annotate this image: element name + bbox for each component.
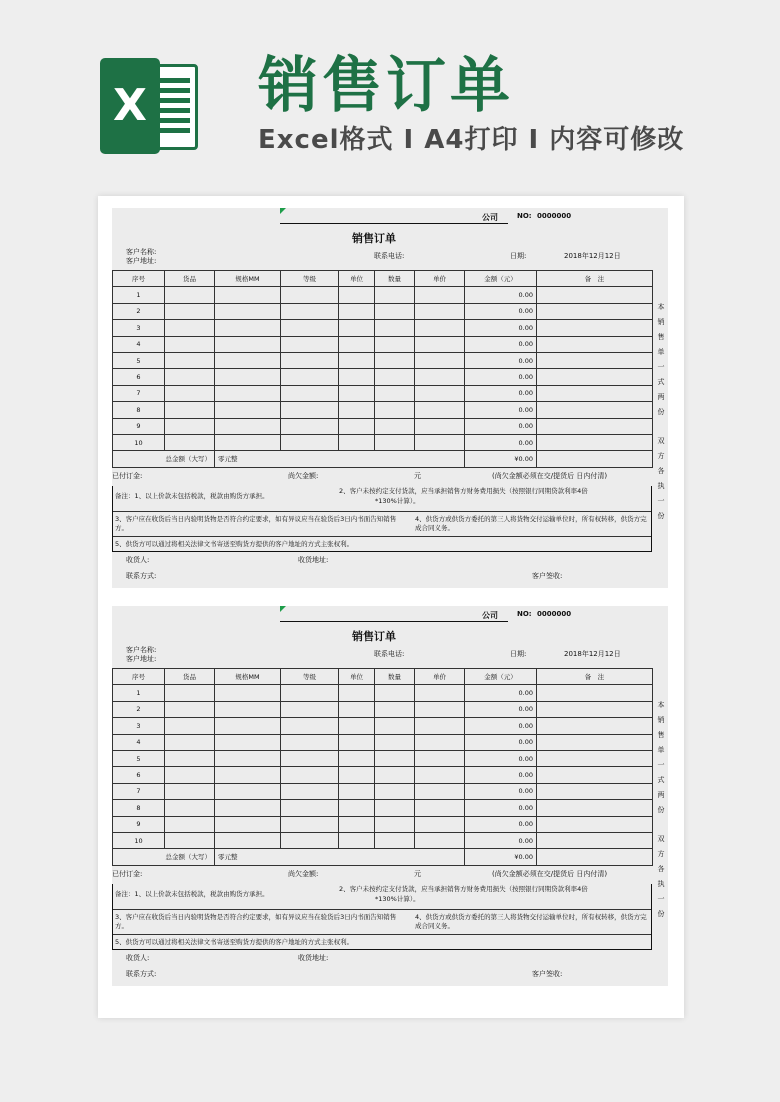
excel-logo-letter: X [100,58,160,154]
excel-logo-icon [100,58,200,154]
table-header-row [113,669,653,685]
table-cell[interactable] [165,287,215,303]
column-header: 单位 [339,271,375,287]
table-row [113,685,653,701]
copies-note: 本销售单一式两份 [657,303,665,416]
term-5: 5、供货方可以通过将相关法律文书寄送至购货方提供的客户地址的方式主张权利。 [115,540,354,548]
customer-signature-label: 客户签收: [532,572,563,580]
table-cell[interactable] [415,385,465,401]
table-cell[interactable] [415,336,465,352]
table-cell[interactable] [375,336,415,352]
table-cell[interactable] [375,718,415,734]
table-cell[interactable] [215,701,281,717]
table-cell[interactable] [375,320,415,336]
table-cell[interactable] [339,369,375,385]
cell-corner-marker [280,606,286,612]
table-cell[interactable] [537,800,653,816]
table-cell[interactable] [537,434,653,450]
contact-phone-label: 联系电话: [374,650,405,658]
table-cell[interactable] [537,320,653,336]
table-cell[interactable] [281,816,339,832]
table-cell[interactable] [537,832,653,848]
table-cell[interactable] [281,685,339,701]
page-title: 销售订单 [258,51,514,121]
receiver-label: 收货人: [126,556,150,564]
table-cell[interactable] [375,352,415,368]
document-paper [98,196,684,1018]
contact-method-label: 联系方式: [126,970,157,978]
column-header: 规格MM [215,271,281,287]
terms-box [112,884,652,950]
company-underline [280,223,508,224]
order-no-value[interactable]: 0000000 [537,610,572,618]
table-cell[interactable] [339,832,375,848]
table-header-row [113,271,653,287]
table-cell[interactable] [537,402,653,418]
table-cell[interactable] [339,767,375,783]
table-cell[interactable] [165,718,215,734]
row-number[interactable]: 1 [113,287,165,303]
column-header: 等级 [281,669,339,685]
table-cell[interactable] [215,385,281,401]
table-cell[interactable] [375,816,415,832]
row-number[interactable]: 6 [113,767,165,783]
table-cell[interactable] [281,767,339,783]
total-row [113,849,653,865]
table-cell[interactable] [537,767,653,783]
term-2-cont: *130%计算）。 [375,895,420,903]
table-cell[interactable] [415,402,465,418]
table-cell[interactable] [415,685,465,701]
table-row [113,816,653,832]
table-cell[interactable] [165,369,215,385]
row-amount[interactable]: 0.00 [465,434,537,450]
table-cell[interactable] [537,783,653,799]
deposit-paid-label: 已付订金: [112,472,143,480]
table-cell[interactable] [415,816,465,832]
table-cell[interactable] [215,685,281,701]
term-1: 备注：1、以上价款未包括税款，税款由购货方承担。 [115,890,269,898]
page-subtitle: Excel格式 I A4打印 I 内容可修改 [258,125,685,155]
row-number[interactable]: 9 [113,816,165,832]
order-no-label: NO: [517,212,532,220]
row-number[interactable]: 9 [113,418,165,434]
total-uppercase[interactable]: 零元整 [215,849,465,865]
table-cell[interactable] [165,800,215,816]
date-value[interactable]: 2018年12月12日 [564,650,621,658]
row-number[interactable]: 7 [113,783,165,799]
receiver-label: 收货人: [126,954,150,962]
table-cell[interactable] [537,287,653,303]
table-cell[interactable] [375,303,415,319]
row-amount[interactable]: 0.00 [465,767,537,783]
column-header: 货品 [165,271,215,287]
sheet-title: 销售订单 [352,630,396,643]
sheet-title: 销售订单 [352,232,396,245]
table-cell[interactable] [165,336,215,352]
terms-divider [113,909,651,910]
table-cell[interactable] [339,734,375,750]
cell-corner-marker [280,208,286,214]
table-cell[interactable] [281,783,339,799]
table-cell[interactable] [375,832,415,848]
table-cell[interactable] [165,685,215,701]
table-cell[interactable] [215,418,281,434]
table-cell[interactable] [375,800,415,816]
table-cell[interactable] [165,734,215,750]
table-cell[interactable] [215,434,281,450]
table-row [113,385,653,401]
table-cell[interactable] [339,418,375,434]
table-cell[interactable] [281,800,339,816]
table-row [113,434,653,450]
table-cell[interactable] [537,718,653,734]
column-header: 规格MM [215,669,281,685]
term-2-cont: *130%计算）。 [375,497,420,505]
table-cell[interactable] [375,402,415,418]
table-cell[interactable] [415,783,465,799]
table-row [113,800,653,816]
row-number[interactable]: 8 [113,800,165,816]
table-cell[interactable] [339,352,375,368]
table-cell[interactable] [281,320,339,336]
table-cell[interactable] [339,287,375,303]
customer-address-label: 客户地址: [126,257,157,265]
table-cell[interactable] [281,385,339,401]
table-cell[interactable] [415,352,465,368]
table-cell[interactable] [415,369,465,385]
row-amount[interactable]: 0.00 [465,701,537,717]
table-cell[interactable] [339,320,375,336]
table-cell[interactable] [375,750,415,766]
order-sheet [112,606,668,986]
row-amount[interactable]: 0.00 [465,287,537,303]
term-2: 2、客户未按约定支付货款，应当承担销售方财务费用损失（按照银行同期贷款利率4倍 [339,885,588,893]
table-row [113,418,653,434]
row-amount[interactable]: 0.00 [465,718,537,734]
row-amount[interactable]: 0.00 [465,800,537,816]
table-cell[interactable] [281,434,339,450]
table-cell[interactable] [215,832,281,848]
table-cell[interactable] [339,718,375,734]
row-amount[interactable]: 0.00 [465,402,537,418]
column-header: 等级 [281,271,339,287]
deposit-paid-label: 已付订金: [112,870,143,878]
table-row [113,369,653,385]
table-cell[interactable] [215,734,281,750]
table-row [113,336,653,352]
term-5: 5、供货方可以通过将相关法律文书寄送至购货方提供的客户地址的方式主张权利。 [115,938,354,946]
amount-owed-label: 尚欠金额: [288,870,319,878]
table-row [113,352,653,368]
table-cell[interactable] [165,816,215,832]
term-1: 备注：1、以上价款未包括税款，税款由购货方承担。 [115,492,269,500]
row-number[interactable]: 7 [113,385,165,401]
copies-each-note: 双方各执一份 [657,437,665,520]
table-cell[interactable] [339,402,375,418]
copies-each-note: 双方各执一份 [657,835,665,918]
total-remark-cell[interactable] [537,451,653,467]
row-amount[interactable]: 0.00 [465,750,537,766]
table-cell[interactable] [281,336,339,352]
yuan-label: 元 [414,472,421,480]
table-cell[interactable] [537,701,653,717]
table-cell[interactable] [281,418,339,434]
table-cell[interactable] [339,685,375,701]
term-4: 4、供货方或供货方委托的第三人将货物交付运输单位时，所有权转移，供货方完成合同义务。 [415,913,647,930]
table-cell[interactable] [215,369,281,385]
table-cell[interactable] [215,287,281,303]
table-cell[interactable] [415,718,465,734]
row-amount[interactable]: 0.00 [465,816,537,832]
total-label: 总金额（大写） [113,849,215,865]
table-cell[interactable] [537,385,653,401]
table-cell[interactable] [537,734,653,750]
amount-owed-label: 尚欠金额: [288,472,319,480]
column-header: 金额（元） [465,669,537,685]
table-cell[interactable] [537,685,653,701]
row-amount[interactable]: 0.00 [465,369,537,385]
table-cell[interactable] [537,418,653,434]
table-cell[interactable] [281,701,339,717]
table-cell[interactable] [215,750,281,766]
column-header: 备 注 [537,669,653,685]
row-amount[interactable]: 0.00 [465,336,537,352]
company-label: 公司 [482,611,498,620]
row-amount[interactable]: 0.00 [465,734,537,750]
yuan-label: 元 [414,870,421,878]
table-cell[interactable] [375,385,415,401]
terms-divider [113,536,651,537]
table-cell[interactable] [375,701,415,717]
date-label: 日期: [510,252,527,260]
row-number[interactable]: 6 [113,369,165,385]
order-table [112,270,653,468]
table-cell[interactable] [215,718,281,734]
row-number[interactable]: 8 [113,402,165,418]
row-amount[interactable]: 0.00 [465,783,537,799]
row-amount[interactable]: 0.00 [465,352,537,368]
owed-note: (尚欠金额必须在交/提货后 日内付清) [492,870,608,878]
table-cell[interactable] [215,800,281,816]
table-cell[interactable] [339,434,375,450]
row-amount[interactable]: 0.00 [465,320,537,336]
table-cell[interactable] [165,767,215,783]
column-header: 单位 [339,669,375,685]
column-header: 货品 [165,669,215,685]
column-header: 序号 [113,669,165,685]
total-remark-cell[interactable] [537,849,653,865]
term-3: 3、客户应在收货后当日内验明货物是否符合约定要求，如有异议应当在验货后3日内书面告知销售方。 [115,913,397,930]
row-amount[interactable]: 0.00 [465,832,537,848]
table-cell[interactable] [537,303,653,319]
column-header: 备 注 [537,271,653,287]
date-value[interactable]: 2018年12月12日 [564,252,621,260]
row-number[interactable]: 4 [113,336,165,352]
table-row [113,402,653,418]
total-uppercase[interactable]: 零元整 [215,451,465,467]
total-label: 总金额（大写） [113,451,215,467]
table-cell[interactable] [165,750,215,766]
receive-address-label: 收货地址: [298,556,329,564]
row-number[interactable]: 2 [113,701,165,717]
table-cell[interactable] [375,287,415,303]
column-header: 序号 [113,271,165,287]
table-cell[interactable] [537,369,653,385]
table-row [113,750,653,766]
table-row [113,303,653,319]
table-cell[interactable] [415,303,465,319]
table-cell[interactable] [339,303,375,319]
table-cell[interactable] [165,418,215,434]
table-cell[interactable] [537,352,653,368]
table-cell[interactable] [281,402,339,418]
table-cell[interactable] [215,336,281,352]
table-cell[interactable] [537,336,653,352]
row-number[interactable]: 5 [113,352,165,368]
table-cell[interactable] [375,434,415,450]
row-amount[interactable]: 0.00 [465,385,537,401]
total-row [113,451,653,467]
table-cell[interactable] [375,767,415,783]
table-cell[interactable] [415,750,465,766]
table-cell[interactable] [415,800,465,816]
table-cell[interactable] [375,783,415,799]
table-cell[interactable] [339,701,375,717]
order-no-value[interactable]: 0000000 [537,212,572,220]
table-cell[interactable] [215,303,281,319]
term-4: 4、供货方或供货方委托的第三人将货物交付运输单位时，所有权转移，供货方完成合同义务。 [415,515,647,532]
date-label: 日期: [510,650,527,658]
column-header: 单价 [415,271,465,287]
order-sheet [112,208,668,588]
table-cell[interactable] [165,402,215,418]
contact-phone-label: 联系电话: [374,252,405,260]
contact-method-label: 联系方式: [126,572,157,580]
total-amount[interactable]: ¥0.00 [465,849,537,865]
row-amount[interactable]: 0.00 [465,418,537,434]
customer-address-label: 客户地址: [126,655,157,663]
table-cell[interactable] [415,434,465,450]
row-number[interactable]: 5 [113,750,165,766]
total-amount[interactable]: ¥0.00 [465,451,537,467]
table-cell[interactable] [415,320,465,336]
row-number[interactable]: 3 [113,718,165,734]
table-row [113,287,653,303]
order-no-label: NO: [517,610,532,618]
table-cell[interactable] [215,320,281,336]
term-3: 3、客户应在收货后当日内验明货物是否符合约定要求，如有异议应当在验货后3日内书面告知销售方。 [115,515,397,532]
row-number[interactable]: 10 [113,832,165,848]
terms-divider [113,511,651,512]
copies-note: 本销售单一式两份 [657,701,665,814]
table-cell[interactable] [415,734,465,750]
table-cell[interactable] [281,303,339,319]
table-cell[interactable] [375,734,415,750]
table-row [113,734,653,750]
table-cell[interactable] [215,783,281,799]
table-cell[interactable] [215,767,281,783]
table-cell[interactable] [215,816,281,832]
receive-address-label: 收货地址: [298,954,329,962]
column-header: 数量 [375,669,415,685]
table-row [113,767,653,783]
row-number[interactable]: 4 [113,734,165,750]
owed-note: (尚欠金额必须在交/提货后 日内付清) [492,472,608,480]
table-cell[interactable] [339,750,375,766]
term-2: 2、客户未按约定支付货款，应当承担销售方财务费用损失（按照银行同期贷款利率4倍 [339,487,588,495]
terms-divider [113,934,651,935]
table-cell[interactable] [339,385,375,401]
table-cell[interactable] [215,402,281,418]
table-cell[interactable] [375,418,415,434]
table-cell[interactable] [415,418,465,434]
table-cell[interactable] [281,287,339,303]
column-header: 金额（元） [465,271,537,287]
customer-signature-label: 客户签收: [532,970,563,978]
table-row [113,701,653,717]
table-cell[interactable] [339,816,375,832]
table-row [113,783,653,799]
table-cell[interactable] [375,685,415,701]
table-cell[interactable] [339,800,375,816]
row-number[interactable]: 10 [113,434,165,450]
table-cell[interactable] [281,734,339,750]
table-row [113,320,653,336]
table-cell[interactable] [415,767,465,783]
company-underline [280,621,508,622]
table-cell[interactable] [537,816,653,832]
table-row [113,718,653,734]
table-cell[interactable] [281,369,339,385]
row-amount[interactable]: 0.00 [465,685,537,701]
table-cell[interactable] [375,369,415,385]
table-cell[interactable] [281,718,339,734]
table-cell[interactable] [165,783,215,799]
row-amount[interactable]: 0.00 [465,303,537,319]
table-cell[interactable] [415,701,465,717]
table-cell[interactable] [165,832,215,848]
customer-name-label: 客户名称: [126,248,157,256]
row-number[interactable]: 3 [113,320,165,336]
table-cell[interactable] [165,352,215,368]
table-cell[interactable] [165,320,215,336]
customer-name-label: 客户名称: [126,646,157,654]
table-cell[interactable] [165,701,215,717]
terms-box [112,486,652,552]
table-cell[interactable] [281,832,339,848]
table-row [113,832,653,848]
table-cell[interactable] [281,750,339,766]
row-number[interactable]: 2 [113,303,165,319]
company-label: 公司 [482,213,498,222]
order-table [112,668,653,866]
column-header: 数量 [375,271,415,287]
row-number[interactable]: 1 [113,685,165,701]
table-cell[interactable] [537,750,653,766]
table-cell[interactable] [165,385,215,401]
table-cell[interactable] [165,303,215,319]
table-cell[interactable] [215,352,281,368]
table-cell[interactable] [165,434,215,450]
table-cell[interactable] [339,336,375,352]
table-cell[interactable] [339,783,375,799]
table-cell[interactable] [281,352,339,368]
table-cell[interactable] [415,832,465,848]
table-cell[interactable] [415,287,465,303]
column-header: 单价 [415,669,465,685]
